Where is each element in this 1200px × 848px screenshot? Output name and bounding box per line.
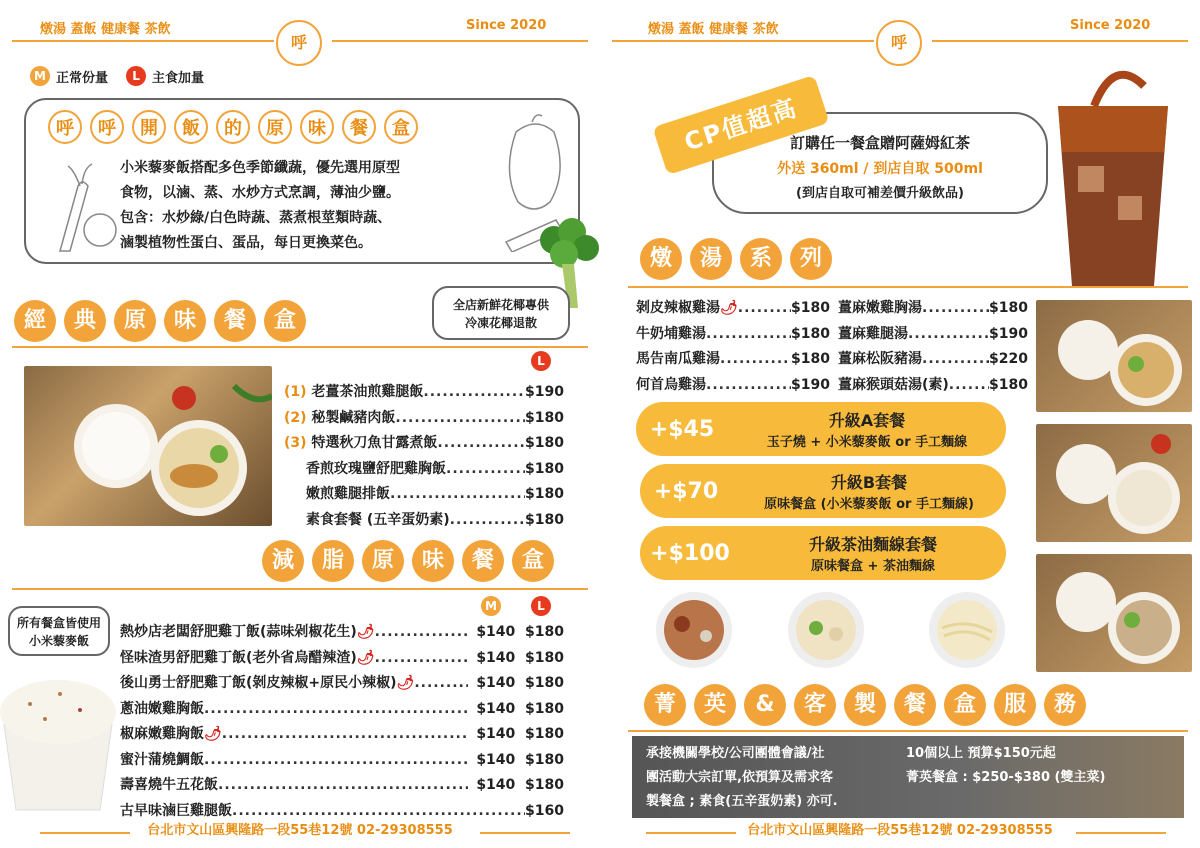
title-char: 經 (14, 300, 56, 342)
right-page (600, 0, 1200, 848)
l-price: $180 (525, 700, 564, 717)
header-tagline: 燉湯 蓋飯 健康餐 茶飲 (648, 22, 779, 37)
soup-list-left (636, 296, 830, 398)
item-name: 蔥油嫩雞胸飯 (120, 700, 204, 717)
item-price: $180 (525, 486, 564, 502)
menu-item (284, 406, 564, 432)
upgrade-desc: 原味餐盒 (小米藜麥飯 or 手工麵線) (764, 497, 974, 512)
item-number: (3) (284, 435, 307, 451)
light-title (262, 540, 554, 582)
title-char: 盒 (384, 110, 418, 144)
menu-item (284, 508, 564, 534)
chili-icon: 🌶 (396, 675, 415, 691)
title-char: & (744, 684, 786, 726)
upgrade-a (636, 402, 1006, 456)
menu-item (120, 773, 564, 799)
header-rule (332, 40, 588, 42)
classic-meal-photo (24, 366, 272, 526)
coconut-note-line: 全店新鮮花椰專供 (452, 298, 549, 312)
title-char: 的 (216, 110, 250, 144)
upgrade-b (640, 464, 1006, 518)
m-price: $140 (476, 751, 516, 768)
chili-icon: 🌶 (204, 726, 222, 742)
item-price: $190 (525, 384, 564, 400)
item-name: 薑麻松阪豬湯 (838, 351, 922, 367)
soup-list-right (838, 296, 1028, 398)
item-name: 香煎玫瑰鹽舒肥雞胸飯 (306, 460, 446, 477)
soup-title (640, 238, 832, 280)
item-name: 牛奶埔雞湯 (636, 325, 706, 342)
soup-set-photo (1036, 424, 1192, 542)
menu-item (636, 347, 830, 373)
soup-bowl-photo (766, 588, 886, 672)
black-tea-photo (1034, 56, 1192, 296)
promo-line1: 訂購任一餐盒贈阿薩姆紅茶 (789, 134, 970, 152)
upgrade-amount: +$100 (650, 540, 730, 566)
l-label: 主食加量 (152, 70, 205, 86)
title-char: 呼 (90, 110, 124, 144)
item-price: $180 (525, 435, 564, 451)
footer-address: 台北市文山區興隆路一段55巷12號 02-29308555 (747, 823, 1053, 838)
section-rule (628, 730, 1188, 732)
l-price: $180 (525, 777, 564, 793)
title-char: 菁 (644, 684, 686, 726)
catering-pricing (906, 742, 1105, 790)
menu-item (838, 373, 1028, 399)
item-price: $180 (525, 511, 564, 528)
catering-line: 菁英餐盒 : $250-$380 (雙主菜) (906, 770, 1106, 785)
item-name: 嫩煎雞腿排飯 (306, 486, 390, 502)
title-char: 餐 (462, 540, 504, 582)
catering-title (644, 684, 1086, 726)
catering-line: 製餐盒 ; 素食(五辛蛋奶素) 亦可. (646, 794, 838, 809)
title-char: 餐 (214, 300, 256, 342)
item-price: $180 (525, 460, 564, 477)
chili-icon: 🌶 (720, 300, 738, 316)
title-char: 製 (844, 684, 886, 726)
title-char: 盒 (944, 684, 986, 726)
vegetable-sketch-icon (40, 156, 120, 256)
item-name: 壽喜燒牛五花飯 (120, 777, 218, 793)
upgrade-amount: +$45 (649, 416, 715, 442)
l-badge: L (126, 66, 146, 86)
menu-item (636, 373, 830, 399)
item-price: $220 (989, 351, 1028, 367)
header-rule (932, 40, 1188, 42)
item-name: 怪味渣男舒肥雞丁飯(老外省烏醋辣渣) (120, 649, 357, 666)
m-label: 正常份量 (56, 70, 109, 86)
intro-line: 滷製植物性蛋白、蛋品，每日更換菜色。 (120, 235, 372, 251)
title-char: 英 (694, 684, 736, 726)
catering-box (632, 736, 1184, 818)
promo-line2: 外送 360ml / 到店自取 500ml (777, 161, 983, 177)
menu-item (120, 620, 564, 646)
section-rule (12, 346, 588, 348)
item-number: (2) (284, 409, 307, 426)
classic-menu (284, 380, 564, 533)
m-price: $140 (476, 624, 516, 640)
m-price: $140 (476, 675, 516, 691)
section-rule (628, 286, 1188, 288)
upgrade-title: 升級B套餐 (830, 473, 908, 492)
catering-line: 團活動大宗訂單,依預算及需求客 (646, 770, 833, 785)
coconut-note-line: 冷凍花椰退散 (464, 316, 537, 330)
light-menu (120, 620, 564, 824)
intro-line: 包含：水炒綠/白色時蔬、蒸煮根莖類時蔬、 (120, 210, 392, 226)
catering-desc (646, 742, 838, 814)
intro-line: 食物，以滷、蒸、水炒方式烹調，薄油少鹽。 (120, 185, 400, 201)
menu-item (120, 722, 564, 748)
catering-line: 10個以上 預算$150元起 (906, 746, 1056, 761)
upgrade-desc: 玉子燒 + 小米藜麥飯 or 手工麵線 (766, 435, 968, 450)
title-char: 開 (132, 110, 166, 144)
title-char: 脂 (312, 540, 354, 582)
item-price: $180 (989, 300, 1028, 316)
upgrade-tea-oil (640, 526, 1006, 580)
l-badge: L (531, 596, 551, 616)
title-char: 燉 (640, 238, 682, 280)
intro-line: 小米藜麥飯搭配多色季節纖蔬，優先選用原型 (120, 160, 400, 176)
catering-line: 承接機關學校/公司團體會議/社 (646, 746, 825, 761)
item-price: $180 (791, 325, 830, 342)
item-price: $180 (989, 376, 1028, 393)
menu-item (838, 322, 1028, 348)
item-name: 素食套餐 (五辛蛋奶素) (306, 511, 450, 528)
upgrade-title: 升級茶油麵線套餐 (808, 535, 937, 554)
item-name: 薑麻雞腿湯 (838, 325, 908, 342)
intro-title (48, 110, 418, 144)
item-price: $190 (989, 325, 1028, 342)
noodle-bowl-photo (912, 588, 1022, 672)
item-name: 熱炒店老闆舒肥雞丁飯(蒜味剁椒花生) (120, 624, 357, 640)
l-price: $180 (525, 726, 564, 742)
intro-box (24, 98, 580, 264)
m-price: $140 (476, 649, 516, 666)
title-char: 飯 (174, 110, 208, 144)
title-char: 盒 (512, 540, 554, 582)
title-char: 原 (114, 300, 156, 342)
m-price: $140 (476, 726, 516, 742)
menu-item (120, 697, 564, 723)
size-legend (30, 66, 204, 86)
title-char: 客 (794, 684, 836, 726)
item-name: 蜜汁蒲燒鯛飯 (120, 751, 204, 768)
m-badge: M (30, 66, 50, 86)
title-char: 味 (412, 540, 454, 582)
l-price: $160 (525, 802, 564, 819)
menu-item (284, 380, 564, 406)
logo: 呼 (876, 20, 922, 66)
section-rule (12, 588, 588, 590)
title-char: 味 (300, 110, 334, 144)
title-char: 務 (1044, 684, 1086, 726)
rice-note-line: 小米藜麥飯 (28, 634, 89, 648)
item-name: 後山勇士舒肥雞丁飯(剝皮辣椒+原民小辣椒) (120, 675, 397, 691)
title-char: 味 (164, 300, 206, 342)
item-price: $180 (791, 351, 830, 367)
header-rule (12, 40, 274, 42)
item-price: $190 (791, 376, 830, 393)
rice-note-line: 所有餐盒皆使用 (16, 616, 101, 630)
m-price: $140 (476, 777, 516, 793)
menu-item (838, 347, 1028, 373)
item-name: 何首烏雞湯 (636, 376, 706, 393)
item-number: (1) (284, 384, 307, 400)
l-price: $180 (525, 624, 564, 640)
rice-bowl-photo (0, 664, 116, 814)
menu-item (284, 457, 564, 483)
chili-icon: 🌶 (356, 624, 375, 640)
item-name: 椒麻嫩雞胸飯 (120, 726, 204, 742)
coconut-note (432, 286, 570, 340)
soup-bowl-photo (634, 588, 754, 672)
m-price: $140 (476, 700, 516, 717)
item-name: 古早味滷巨雞腿飯 (120, 802, 232, 819)
title-char: 原 (258, 110, 292, 144)
l-badge: L (531, 351, 551, 371)
title-char: 盒 (264, 300, 306, 342)
rice-note (8, 606, 110, 656)
l-price: $180 (525, 649, 564, 666)
item-name: 老薑茶油煎雞腿飯 (311, 384, 424, 400)
title-char: 減 (262, 540, 304, 582)
upgrade-desc: 原味餐盒 + 茶油麵線 (811, 559, 935, 574)
item-name: 薑麻猴頭菇湯(素) (838, 376, 949, 393)
item-name: 馬告南瓜雞湯 (636, 351, 720, 367)
classic-title (14, 300, 306, 342)
header-rule (612, 40, 874, 42)
l-price: $180 (525, 675, 564, 691)
menu-item (120, 671, 564, 697)
title-char: 列 (790, 238, 832, 280)
header-since: Since 2020 (1070, 18, 1151, 33)
soup-set-photo (1036, 300, 1192, 412)
title-char: 呼 (48, 110, 82, 144)
item-name: 特選秋刀魚甘露煮飯 (311, 435, 438, 451)
title-char: 典 (64, 300, 106, 342)
title-char: 湯 (690, 238, 732, 280)
intro-text (120, 156, 400, 256)
item-price: $180 (525, 409, 564, 426)
menu-item (284, 431, 564, 457)
chili-icon: 🌶 (356, 649, 375, 666)
logo: 呼 (276, 20, 322, 66)
promo-line3: (到店自取可補差價升級飲品) (796, 186, 964, 201)
title-char: 餐 (894, 684, 936, 726)
menu-item (120, 748, 564, 774)
menu-item (838, 296, 1028, 322)
title-char: 系 (740, 238, 782, 280)
title-char: 原 (362, 540, 404, 582)
header-since: Since 2020 (466, 18, 547, 33)
item-name: 剝皮辣椒雞湯 (636, 300, 720, 316)
item-name: 秘製鹹豬肉飯 (311, 409, 396, 426)
header-tagline: 燉湯 蓋飯 健康餐 茶飲 (40, 22, 171, 37)
item-name: 薑麻嫩雞胸湯 (838, 300, 922, 316)
footer-address: 台北市文山區興隆路一段55巷12號 02-29308555 (147, 823, 453, 838)
menu-item (636, 296, 830, 322)
title-char: 餐 (342, 110, 376, 144)
menu-item (636, 322, 830, 348)
upgrade-amount: +$70 (653, 478, 719, 504)
cp-burst: CP值超高 (652, 75, 829, 175)
item-price: $180 (791, 300, 830, 316)
menu-item (284, 482, 564, 508)
title-char: 服 (994, 684, 1036, 726)
upgrade-title: 升級A套餐 (828, 411, 906, 430)
l-price: $180 (525, 751, 564, 768)
m-badge: M (481, 596, 501, 616)
menu-item (120, 646, 564, 672)
soup-set-photo (1036, 554, 1192, 672)
